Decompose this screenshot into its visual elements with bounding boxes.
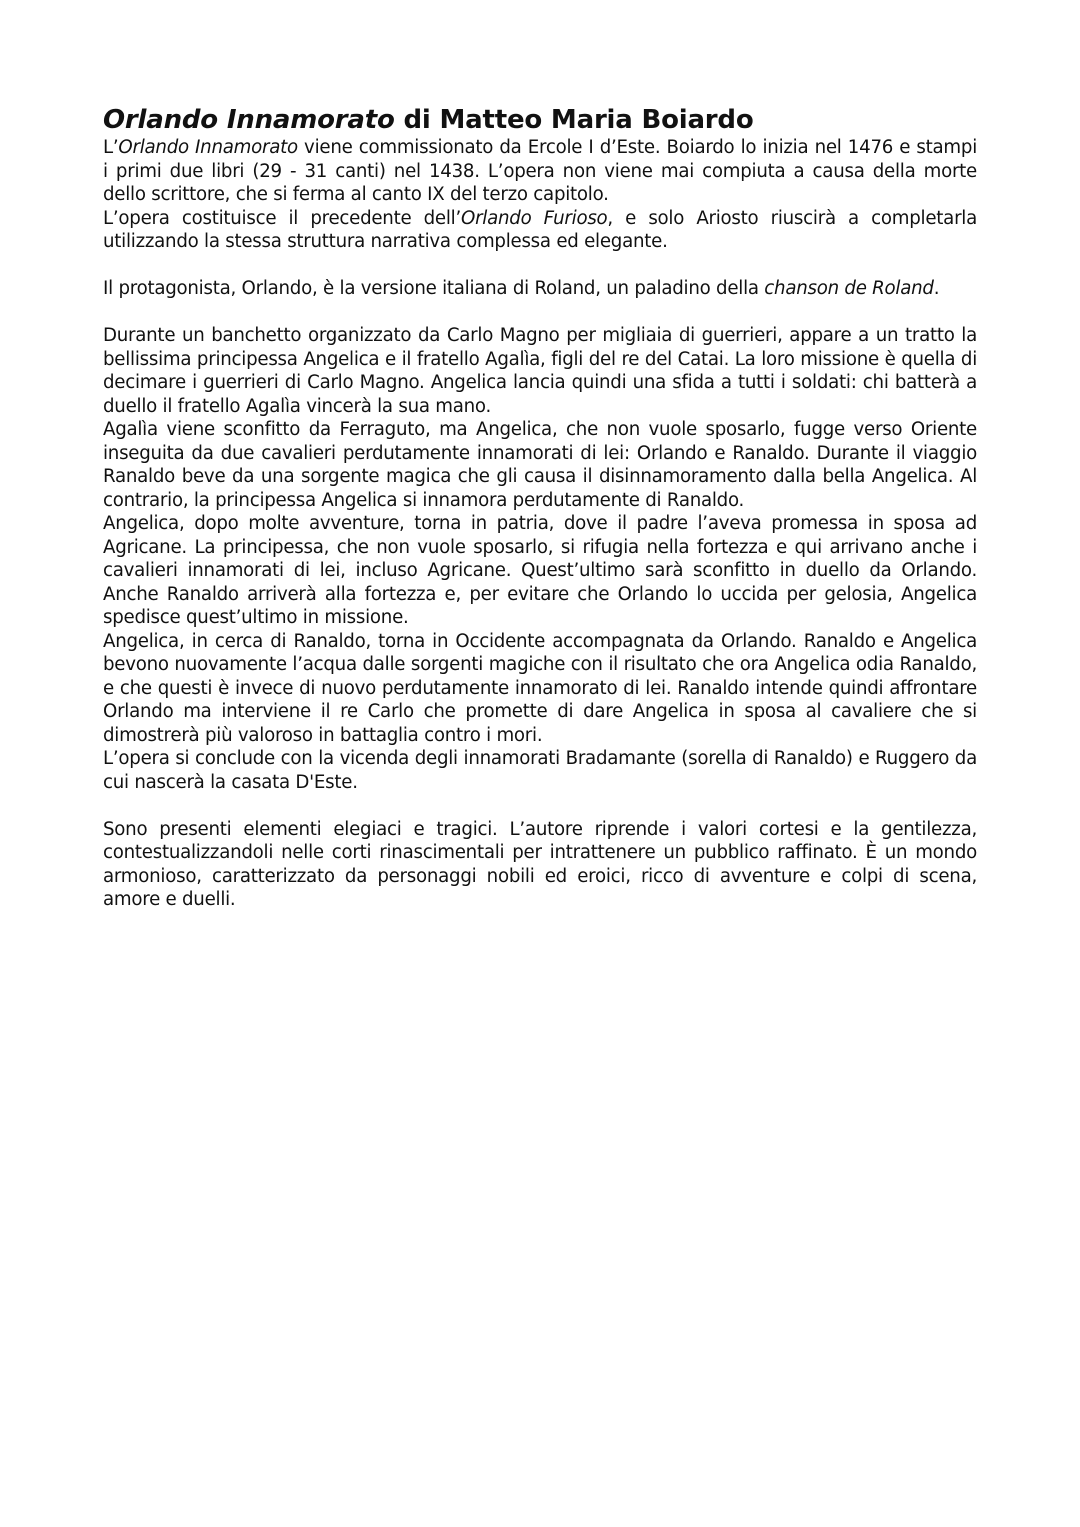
paragraph-furioso-text-c: , e solo Ariosto riuscirà a completarla utilizzando la stessa struttura narrativa complessa ed elegante. — [103, 207, 978, 252]
paragraph-gap — [103, 254, 977, 278]
paragraph-furioso-work-title: Orlando Furioso — [461, 207, 608, 229]
paragraph-fortress: Angelica, dopo molte avventure, torna in patria, dove il padre l’aveva promessa in sposa ad Agricane. La principessa, che non vuole sposarlo, si rifugia nella fortezza e qui arrivano anche i cavalieri innamorati di lei, incluso Agricane. Quest’ultimo sarà sconfitto in duello da Orlando. Anche Ranaldo arriverà alla fortezza e, per evitare che Orlando lo uccida per gelosia, Angelica spedisce quest’ultimo in missione. — [103, 513, 977, 628]
paragraph-protagonist-work-title: chanson de Roland — [764, 278, 934, 299]
paragraph-gap — [103, 794, 977, 818]
title-italic-part: Orlando Innamorato — [103, 105, 395, 135]
paragraph-intro-work-title: Orlando Innamorato — [118, 137, 298, 158]
paragraph-furioso-text-a: L’opera costituisce il precedente dell’ — [103, 207, 461, 229]
title-rest: di Matteo Maria Boiardo — [394, 105, 754, 135]
paragraph-intro-text-c: viene commissionato da Ercole I d’Este. Boiardo lo inizia nel 1476 e stampi i primi due libri (29 - 31 canti) nel 1438. L’opera non viene mai compiuta a causa della morte dello scrittore, che si ferma al canto IX del terzo capitolo. — [103, 137, 977, 205]
paragraph-return-west: Angelica, in cerca di Ranaldo, torna in Occidente accompagnata da Orlando. Ranaldo e Angelica bevono nuovamente l’acqua dalle sorgenti magiche con il risultato che ora Angelica odia Ranaldo, e che questi è invece di nuovo perdutamente innamorato di lei. Ranaldo intende quindi affrontare Orlando ma interviene il re Carlo che promette di dare Angelica in sposa al cavaliere che si dimostrerà più valoroso in battaglia contro i mori. — [103, 630, 977, 746]
paragraph-furioso — [103, 207, 977, 254]
paragraph-conclusion: L’opera si conclude con la vicenda degli innamorati Bradamante (sorella di Ranaldo) e Ruggero da cui nascerà la casata D'Este. — [103, 748, 977, 793]
document-title — [103, 104, 977, 136]
paragraph-intro-text-a: L’ — [103, 137, 119, 158]
paragraph-protagonist-text-c: . — [933, 278, 940, 299]
paragraph-protagonist-text-a: Il protagonista, Orlando, è la versione italiana di Roland, un paladino della — [103, 278, 765, 299]
paragraph-themes: Sono presenti elementi elegiaci e tragici. L’autore riprende i valori cortesi e la gentilezza, contestualizzandoli nelle corti rinascimentali per intrattenere un pubblico raffinato. È un mondo armonioso, caratterizzato da personaggi nobili ed eroici, ricco di avventure e colpi di scena, amore e duelli. — [103, 818, 977, 910]
paragraph-banquet: Durante un banchetto organizzato da Carlo Magno per migliaia di guerrieri, appare a un tratto la bellissima principessa Angelica e il fratello Agalìa, figli del re del Catai. La loro missione è quella di decimare i guerrieri di Carlo Magno. Angelica lancia quindi una sfida a tutti i soldati: chi batterà a duello il fratello Agalìa vincerà la sua mano. — [103, 325, 977, 417]
paragraph-protagonist — [103, 277, 977, 301]
paragraph-escape: Agalìa viene sconfitto da Ferraguto, ma Angelica, che non vuole sposarlo, fugge verso Oriente inseguita da due cavalieri perdutamente innamorati di lei: Orlando e Ranaldo. Durante il viaggio Ranaldo beve da una sorgente magica che gli causa il disinnamoramento dalla bella Angelica. Al contrario, la principessa Angelica si innamora perdutamente di Ranaldo. — [103, 419, 977, 511]
document-page — [103, 104, 977, 912]
paragraph-intro — [103, 136, 977, 207]
paragraph-gap — [103, 301, 977, 325]
